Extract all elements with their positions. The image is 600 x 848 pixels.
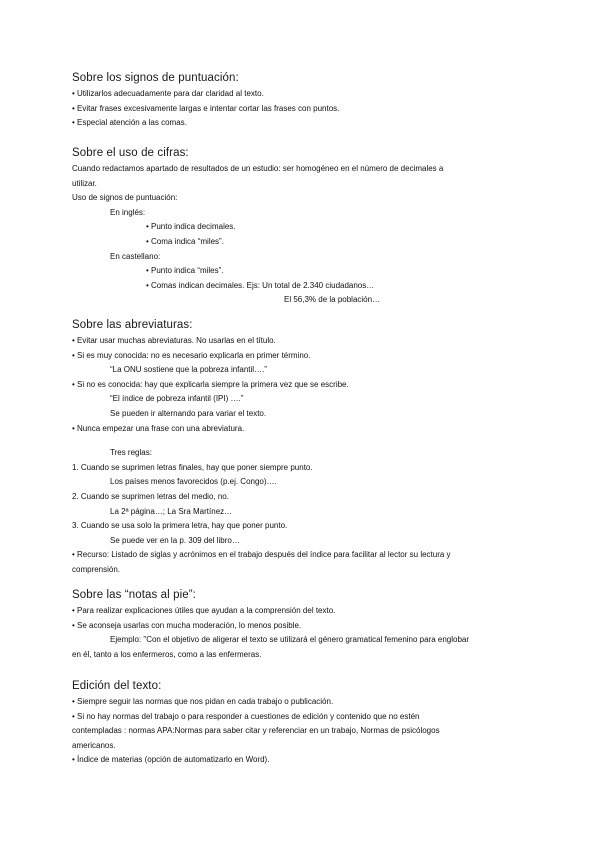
subheading-line: En castellano: bbox=[110, 251, 161, 261]
section-text-editing bbox=[72, 679, 542, 768]
bullet-line: • Si no es conocida: hay que explicarla siempre la primera vez que se escribe. bbox=[72, 379, 349, 389]
bullet-line: • Punto indica “miles”. bbox=[146, 266, 224, 276]
section-heading: Sobre el uso de cifras: bbox=[72, 147, 189, 159]
bullet-line: • Recurso: Listado de siglas y acrónimos en el trabajo después del índice para facilitar al lector su lectura y bbox=[72, 550, 451, 560]
text-line: americanos. bbox=[72, 740, 116, 750]
bullet-line: • Se aconseja usarlas con mucha moderación, lo menos posible. bbox=[72, 620, 302, 630]
subheading-line: Tres reglas: bbox=[110, 448, 152, 458]
text-line: Cuando redactamos apartado de resultados de un estudio: ser homogéneo en el número de decimales a bbox=[72, 164, 444, 173]
section-heading: Sobre las abreviaturas: bbox=[72, 319, 193, 331]
bullet-line: • Especial atención a las comas. bbox=[72, 118, 187, 128]
bullet-line: • Si no hay normas del trabajo o para responder a cuestiones de edición y contenido que no estén bbox=[72, 711, 420, 721]
rule-line: 3. Cuando se usa solo la primera letra, hay que poner punto. bbox=[72, 521, 288, 531]
bullet-line: • Índice de materias (opción de automatizarlo en Word). bbox=[72, 755, 270, 765]
example-line: La 2ª página…; La Sra Martínez… bbox=[110, 506, 233, 516]
section-heading: Sobre las “notas al pie”: bbox=[72, 589, 196, 601]
bullet-line: • Siempre seguir las normas que nos pidan en cada trabajo o publicación. bbox=[72, 697, 334, 706]
bullet-line: • Evitar usar muchas abreviaturas. No usarlas en el título. bbox=[72, 336, 276, 345]
example-line: “El índice de pobreza infantil (IPI) ….” bbox=[110, 394, 244, 404]
section-abbreviations bbox=[72, 318, 542, 578]
text-line: contempladas : normas APA:Normas para saber citar y referenciar en un trabajo, Normas de psicólogos bbox=[72, 726, 440, 736]
bullet-line: • Evitar frases excesivamente largas e intentar cortar las frases con puntos. bbox=[72, 103, 340, 113]
section-heading: Sobre los signos de puntuación: bbox=[72, 72, 239, 84]
bullet-line: • Nunca empezar una frase con una abreviatura. bbox=[72, 423, 245, 433]
text-line: en él, tanto a los enfermeros, como a las enfermeras. bbox=[72, 649, 262, 659]
text-line: comprensión. bbox=[72, 564, 121, 574]
example-line: Los países menos favorecidos (p.ej. Congo)…. bbox=[110, 477, 277, 487]
bullet-line: • Coma indica “miles”. bbox=[146, 236, 224, 246]
subheading-line: En inglés: bbox=[110, 207, 146, 217]
section-heading: Edición del texto: bbox=[72, 680, 162, 692]
example-line: El 56,3% de la población… bbox=[284, 295, 381, 305]
bullet-line: • Para realizar explicaciones útiles que ayudan a la comprensión del texto. bbox=[72, 606, 336, 615]
bullet-line: • Utilizarlos adecuadamente para dar claridad al texto. bbox=[72, 89, 264, 98]
spacer bbox=[72, 436, 542, 446]
rule-line: 1. Cuando se suprimen letras finales, hay que poner siempre punto. bbox=[72, 462, 313, 472]
text-line: Uso de signos de puntuación: bbox=[72, 193, 178, 203]
example-line: Se pueden ir alternando para variar el texto. bbox=[110, 408, 267, 418]
rule-line: 2. Cuando se suprimen letras del medio, no. bbox=[72, 491, 229, 501]
bullet-line: • Punto indica decimales. bbox=[146, 222, 236, 232]
text-line: utilizar. bbox=[72, 178, 97, 188]
example-line: “La ONU sostiene que la pobreza infantil….” bbox=[110, 365, 267, 375]
section-figures bbox=[72, 146, 542, 308]
example-line: Se puede ver en la p. 309 del libro… bbox=[110, 535, 240, 545]
example-line: Ejemplo: "Con el objetivo de aligerar el texto se utilizará el género gramatical femenino para englobar bbox=[110, 635, 470, 645]
section-punctuation bbox=[72, 71, 542, 131]
section-footnotes bbox=[72, 588, 542, 662]
bullet-line: • Si es muy conocida: no es necesario explicarla en primer término. bbox=[72, 350, 311, 360]
bullet-line: • Comas indican decimales. Ejs: Un total de 2.340 ciudadanos… bbox=[146, 280, 375, 290]
